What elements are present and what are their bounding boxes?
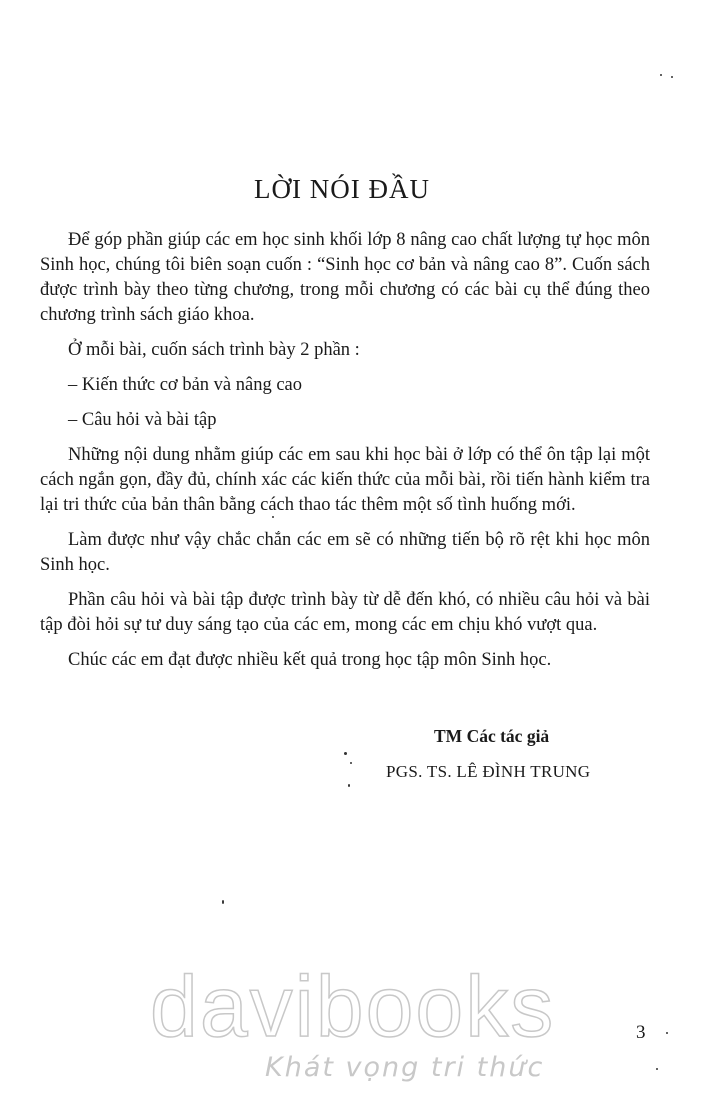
watermark-brand: davibooks — [150, 959, 556, 1055]
scan-speck — [272, 516, 274, 518]
scan-speck — [671, 76, 673, 78]
paragraph-intro: Để góp phần giúp các em học sinh khối lớp 8 nâng cao chất lượng tự học môn Sinh học, chúng tôi biên soạn cuốn : “Sinh học cơ bản và nâng cao 8”. Cuốn sách được trình bày theo từng chương, trong mỗi chương có các bài cụ thể đúng theo chương trình sách giáo khoa. — [40, 230, 650, 325]
page-title: LỜI NÓI ĐẦU — [254, 174, 430, 205]
scan-speck — [344, 752, 347, 755]
list-item-knowledge: – Kiến thức cơ bản và nâng cao — [68, 375, 303, 395]
preface-body — [40, 228, 650, 683]
signature-name: PGS. TS. LÊ ĐÌNH TRUNG — [386, 762, 591, 781]
paragraph-progress: Làm được như vậy chắc chắn các em sẽ có những tiến bộ rõ rệt khi học môn Sinh học. — [40, 530, 650, 575]
scan-speck — [656, 1068, 658, 1070]
scan-speck — [348, 784, 350, 787]
watermark-slogan: Khát vọng tri thức — [265, 1052, 545, 1083]
list-item-exercises: – Câu hỏi và bài tập — [68, 410, 217, 430]
signature-role: TM Các tác giả — [434, 726, 550, 746]
page-number: 3 — [636, 1022, 646, 1043]
paragraph-purpose: Những nội dung nhằm giúp các em sau khi học bài ở lớp có thể ôn tập lại một cách ngắn gọn, đầy đủ, chính xác các kiến thức của mỗi bài, rồi tiến hành kiểm tra lại tri thức của bản thân bằng cách thao tác thêm một số tình huống mới. — [40, 445, 650, 515]
paragraph-structure: Ở mỗi bài, cuốn sách trình bày 2 phần : — [68, 340, 360, 360]
paragraph-wishes: Chúc các em đạt được nhiều kết quả trong học tập môn Sinh học. — [68, 650, 552, 670]
paragraph-difficulty: Phần câu hỏi và bài tập được trình bày từ dễ đến khó, có nhiều câu hỏi và bài tập đòi hỏi sự tư duy sáng tạo của các em, mong các em chịu khó vượt qua. — [40, 590, 650, 635]
scan-speck — [660, 74, 662, 76]
scan-speck — [666, 1032, 668, 1034]
scan-speck — [222, 900, 224, 904]
watermark — [150, 958, 570, 1098]
scan-speck — [350, 762, 352, 764]
